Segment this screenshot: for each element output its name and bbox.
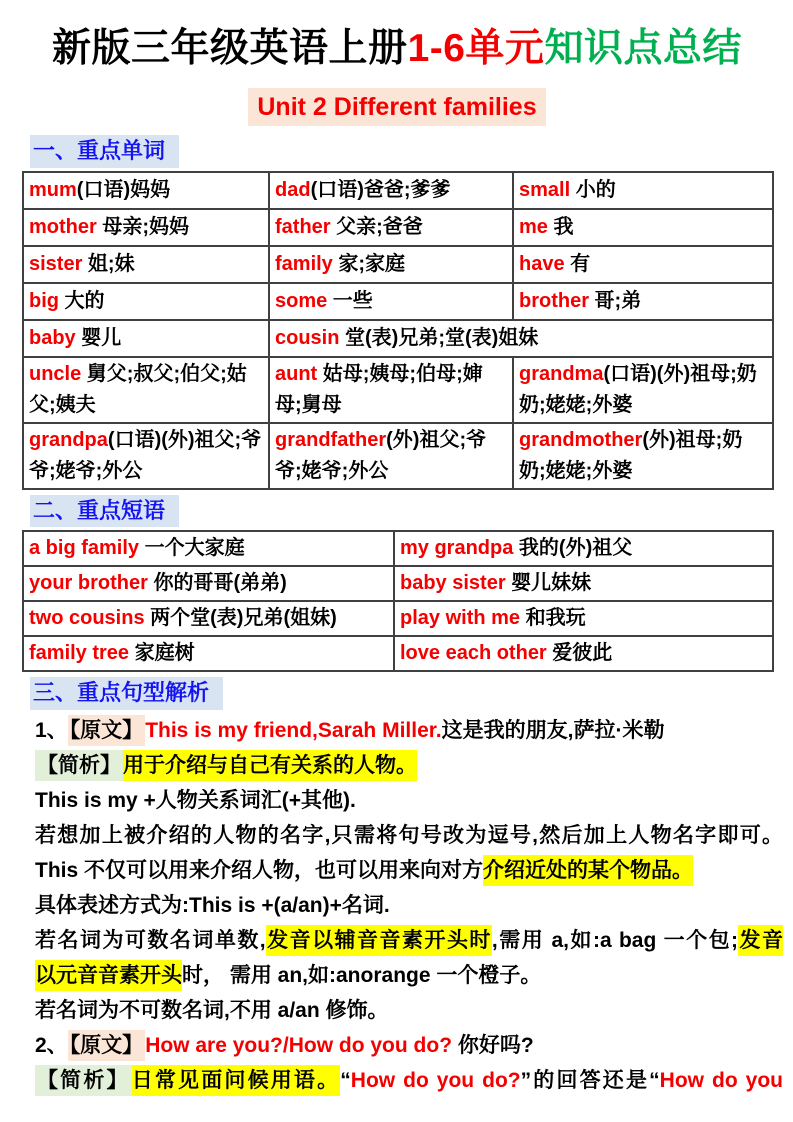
english-word: big bbox=[29, 289, 59, 312]
phrases-table bbox=[22, 530, 774, 672]
text-run: 以元音音素开头 bbox=[35, 960, 182, 991]
vocab-cell bbox=[513, 246, 773, 283]
text-run: How are you?/How do you do? bbox=[145, 1033, 453, 1057]
english-word: family bbox=[275, 252, 333, 275]
chinese-gloss: 一些 bbox=[327, 289, 373, 312]
phrase-cell bbox=[23, 601, 394, 636]
phrase-cell bbox=[394, 566, 773, 601]
vocab-cell bbox=[23, 423, 269, 489]
vocab-cell bbox=[269, 246, 513, 283]
english-word: brother bbox=[519, 289, 589, 312]
title-red-segment: 1-6单元 bbox=[407, 27, 545, 70]
english-word: me bbox=[519, 215, 548, 238]
text-run: ,需用 a,如:a bag 一个包; bbox=[491, 928, 739, 952]
chinese-gloss: (外)祖母;奶奶;姥姥;外婆 bbox=[519, 428, 743, 482]
vocab-cell bbox=[269, 283, 513, 320]
english-word: mother bbox=[29, 215, 97, 238]
text-run: 用于介绍与自己有关系的人物。 bbox=[123, 750, 417, 781]
chinese-gloss: 有 bbox=[564, 252, 591, 275]
text-run: 2、 bbox=[35, 1033, 68, 1057]
chinese-gloss: 堂(表)兄弟;堂(表)姐妹 bbox=[339, 326, 539, 349]
unit-subtitle: Unit 2 Different families bbox=[248, 88, 545, 127]
english-word: small bbox=[519, 178, 571, 201]
english-word: a big family bbox=[29, 537, 140, 560]
table-row bbox=[23, 531, 773, 566]
english-word: some bbox=[275, 289, 328, 312]
english-word: baby bbox=[29, 326, 76, 349]
phrase-cell bbox=[23, 531, 394, 566]
chinese-gloss: 一个大家庭 bbox=[139, 537, 245, 560]
vocab-cell bbox=[23, 320, 269, 357]
text-run: 若名词为不可数名词,不用 a/an 修饰。 bbox=[35, 998, 389, 1022]
analysis-line bbox=[35, 958, 772, 993]
english-word: have bbox=[519, 252, 565, 275]
english-word: cousin bbox=[275, 326, 340, 349]
vocab-cell bbox=[23, 283, 269, 320]
chinese-gloss: (口语)(外)祖父;爷爷;姥爷;外公 bbox=[29, 428, 262, 482]
section-heading-analysis: 三、重点句型解析 bbox=[30, 677, 223, 710]
analysis-line bbox=[35, 993, 772, 1028]
chinese-gloss: (口语)(外)祖母;奶奶;姥姥;外婆 bbox=[519, 362, 757, 416]
chinese-gloss: 和我玩 bbox=[520, 607, 586, 630]
english-word: grandpa bbox=[29, 428, 108, 451]
vocab-cell bbox=[269, 357, 513, 423]
text-run: How do you bbox=[659, 1068, 783, 1092]
table-row bbox=[23, 357, 773, 423]
english-word: my grandpa bbox=[400, 537, 514, 560]
text-run: 发音以辅音音素开头时 bbox=[266, 925, 492, 956]
vocab-cell bbox=[513, 357, 773, 423]
table-row bbox=[23, 566, 773, 601]
title-black-segment: 新版三年级英语上册 bbox=[52, 27, 408, 70]
chinese-gloss: 两个堂(表)兄弟(姐妹) bbox=[144, 607, 337, 630]
text-run: 【原文】 bbox=[68, 715, 146, 746]
chinese-gloss: 小的 bbox=[570, 178, 616, 201]
analysis-line bbox=[35, 888, 772, 923]
chinese-gloss: (口语)妈妈 bbox=[76, 178, 171, 201]
chinese-gloss: 我 bbox=[547, 215, 574, 238]
text-run: 时， 需用 an,如:anorange 一个橙子。 bbox=[182, 963, 542, 987]
vocab-cell bbox=[269, 423, 513, 489]
vocab-cell bbox=[513, 209, 773, 246]
table-row bbox=[23, 209, 773, 246]
chinese-gloss: 母亲;妈妈 bbox=[96, 215, 190, 238]
english-word: aunt bbox=[275, 362, 318, 385]
text-run: This is my friend,Sarah Miller. bbox=[145, 718, 442, 742]
phrase-cell bbox=[23, 636, 394, 671]
english-word: grandmother bbox=[519, 428, 643, 451]
section-heading-phrases: 二、重点短语 bbox=[30, 495, 179, 528]
text-run: 你好吗? bbox=[452, 1033, 534, 1057]
chinese-gloss: 家;家庭 bbox=[332, 252, 406, 275]
subtitle-row bbox=[22, 88, 772, 127]
text-run: 具体表述方式为:This is +(a/an)+名词. bbox=[35, 893, 390, 917]
chinese-gloss: 父亲;爸爸 bbox=[330, 215, 423, 238]
vocab-cell bbox=[23, 357, 269, 423]
analysis-line bbox=[35, 1028, 772, 1063]
english-word: family tree bbox=[29, 642, 130, 665]
text-run: 这是我的朋友,萨拉·米勒 bbox=[441, 718, 665, 742]
phrase-cell bbox=[394, 531, 773, 566]
vocab-cell bbox=[513, 423, 773, 489]
chinese-gloss: (外)祖父;爷爷;姥爷;外公 bbox=[275, 428, 487, 482]
table-row bbox=[23, 246, 773, 283]
page-title bbox=[22, 24, 772, 74]
text-run: This 不仅可以用来介绍人物，也可以用来向对方 bbox=[35, 858, 484, 882]
text-run: 若名词为可数名词单数, bbox=[35, 928, 266, 952]
text-run: This is my +人物关系词汇(+其他). bbox=[35, 788, 356, 812]
table-row bbox=[23, 423, 773, 489]
analysis-line bbox=[35, 748, 772, 783]
text-run: 【简析】 bbox=[35, 1065, 132, 1096]
vocab-cell bbox=[269, 172, 513, 209]
section-heading-words: 一、重点单词 bbox=[30, 135, 179, 168]
text-run: 发音 bbox=[738, 925, 783, 956]
title-green-segment: 知识点总结 bbox=[544, 27, 742, 70]
chinese-gloss: 哥;弟 bbox=[589, 289, 642, 312]
chinese-gloss: 姑母;姨母;伯母;婶母;舅母 bbox=[275, 362, 483, 416]
table-row bbox=[23, 320, 773, 357]
chinese-gloss: 你的哥哥(弟弟) bbox=[147, 572, 287, 595]
text-run: How do you do? bbox=[350, 1068, 521, 1092]
english-word: uncle bbox=[29, 362, 82, 385]
text-run: 【简析】 bbox=[35, 750, 123, 781]
table-row bbox=[23, 636, 773, 671]
vocab-cell bbox=[269, 320, 773, 357]
text-run: 日常见面问候用语。 bbox=[132, 1065, 341, 1096]
phrase-cell bbox=[394, 636, 773, 671]
phrase-cell bbox=[23, 566, 394, 601]
vocab-cell bbox=[513, 172, 773, 209]
chinese-gloss: 婴儿 bbox=[75, 326, 122, 349]
analysis-line bbox=[35, 923, 783, 958]
english-word: baby sister bbox=[400, 572, 506, 595]
analysis-line bbox=[35, 853, 772, 888]
chinese-gloss: 舅父;叔父;伯父;姑父;姨夫 bbox=[29, 362, 247, 416]
vocab-table bbox=[22, 171, 774, 490]
english-word: mum bbox=[29, 178, 77, 201]
chinese-gloss: 姐;妹 bbox=[82, 252, 135, 275]
table-row bbox=[23, 283, 773, 320]
english-word: grandfather bbox=[275, 428, 387, 451]
chinese-gloss: 爱彼此 bbox=[546, 642, 613, 665]
text-run: 若想加上被介绍的人物的名字,只需将句号改为逗号,然后加上人物名字即可。 bbox=[35, 823, 783, 847]
text-run: ”的回答还是“ bbox=[520, 1068, 660, 1092]
english-word: your brother bbox=[29, 572, 148, 595]
vocab-cell bbox=[269, 209, 513, 246]
english-word: dad bbox=[275, 178, 311, 201]
phrase-cell bbox=[394, 601, 773, 636]
text-run: “ bbox=[340, 1068, 351, 1092]
table-row bbox=[23, 601, 773, 636]
vocab-cell bbox=[513, 283, 773, 320]
analysis-line bbox=[35, 1063, 783, 1098]
english-word: love each other bbox=[400, 642, 547, 665]
english-word: sister bbox=[29, 252, 83, 275]
chinese-gloss: 婴儿妹妹 bbox=[505, 572, 592, 595]
chinese-gloss: 大的 bbox=[59, 289, 105, 312]
vocab-cell bbox=[23, 209, 269, 246]
chinese-gloss: 家庭树 bbox=[129, 642, 195, 665]
table-row bbox=[23, 172, 773, 209]
text-run: 介绍近处的某个物品。 bbox=[483, 855, 693, 886]
vocab-cell bbox=[23, 246, 269, 283]
text-run: 1、 bbox=[35, 718, 68, 742]
chinese-gloss: 我的(外)祖父 bbox=[513, 537, 633, 560]
english-word: two cousins bbox=[29, 607, 145, 630]
text-run: 【原文】 bbox=[68, 1030, 146, 1061]
chinese-gloss: (口语)爸爸;爹爹 bbox=[310, 178, 451, 201]
analysis-line bbox=[35, 713, 772, 748]
analysis-line bbox=[35, 818, 783, 853]
english-word: grandma bbox=[519, 362, 604, 385]
sentence-analysis bbox=[22, 713, 784, 1098]
vocab-cell bbox=[23, 172, 269, 209]
analysis-line bbox=[35, 783, 772, 818]
english-word: father bbox=[275, 215, 331, 238]
english-word: play with me bbox=[400, 607, 521, 630]
